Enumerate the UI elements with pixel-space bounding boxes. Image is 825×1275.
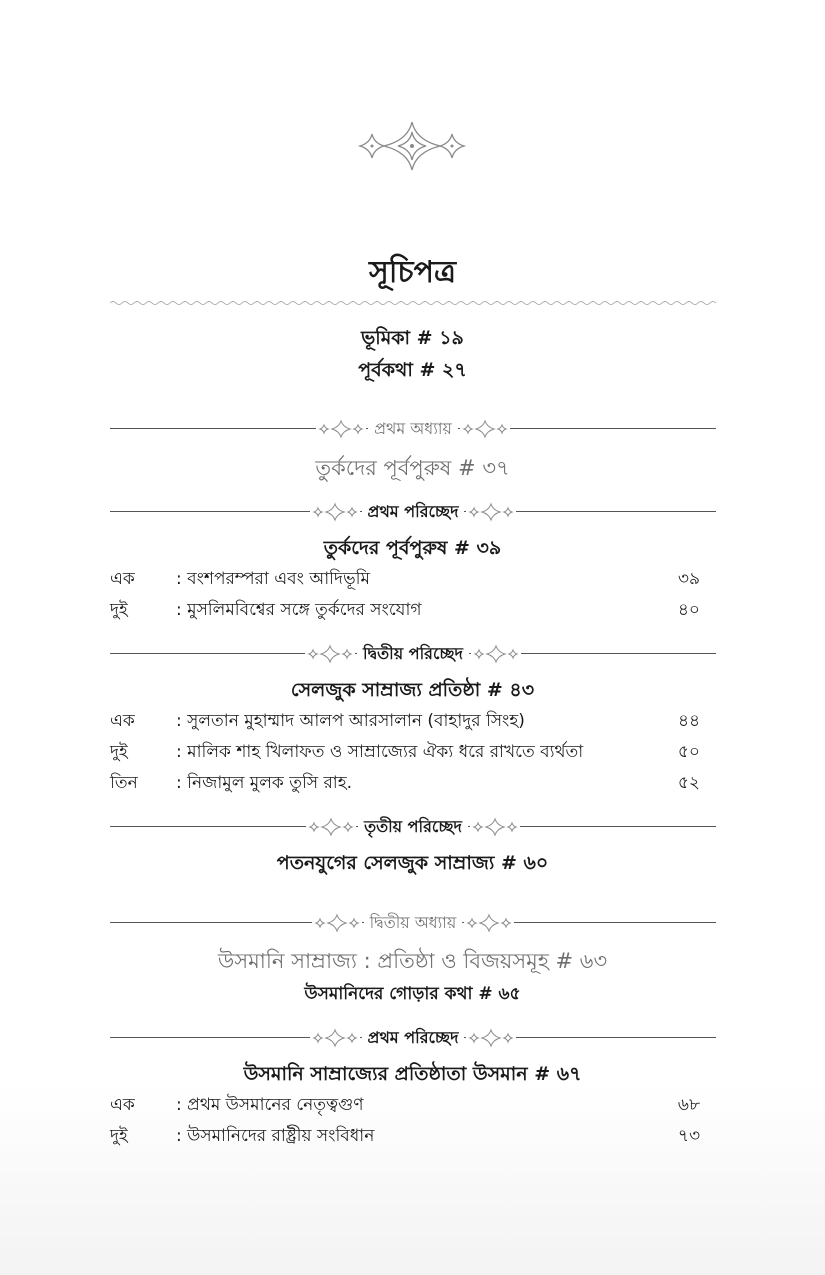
divider-ornament-left-icon xyxy=(310,502,360,522)
page-title: সূচিপত্র xyxy=(369,255,456,290)
entry-number: এক xyxy=(110,569,135,589)
entry-text: : উসমানিদের রাষ্ট্রীয় সংবিধান xyxy=(176,1126,375,1146)
part-divider xyxy=(110,417,716,441)
wavy-rule xyxy=(110,298,716,308)
toc-entry[interactable] xyxy=(110,708,700,732)
entry-number: দুই xyxy=(110,1126,128,1146)
divider-ornament-right-icon xyxy=(466,1028,516,1048)
entry-text: : সুলতান মুহাম্মাদ আলপ আরসালান (বাহাদুর সিংহ) xyxy=(176,711,525,731)
part-divider xyxy=(110,911,716,935)
section-divider xyxy=(110,500,716,524)
part-subtitle[interactable]: উসমানিদের গোড়ার কথা # ৬৫ xyxy=(304,984,521,1004)
divider-ornament-right-icon xyxy=(471,644,521,664)
entry-page: ৪০ xyxy=(677,600,700,620)
section-label: প্রথম পরিচ্ছেদ xyxy=(362,1028,465,1047)
entry-text: : বংশপরম্পরা এবং আদিভূমি xyxy=(176,569,370,589)
part-label: দ্বিতীয় অধ্যায় xyxy=(364,913,463,932)
entry-page: ৭৩ xyxy=(677,1126,700,1146)
section-divider xyxy=(110,642,716,666)
section-label: প্রথম পরিচ্ছেদ xyxy=(362,502,465,521)
divider-ornament-right-icon xyxy=(464,913,514,933)
section-divider xyxy=(110,815,716,839)
divider-ornament-right-icon xyxy=(470,817,520,837)
section-label: দ্বিতীয় পরিচ্ছেদ xyxy=(357,644,469,663)
divider-ornament-right-icon xyxy=(460,419,510,439)
section-label: তৃতীয় পরিচ্ছেদ xyxy=(358,817,468,836)
toc-entry[interactable] xyxy=(110,566,700,590)
divider-ornament-right-icon xyxy=(466,502,516,522)
section-title[interactable]: তুর্কদের পূর্বপুরুষ # ৩৯ xyxy=(323,537,502,559)
entry-number: দুই xyxy=(110,742,128,762)
entry-page: ৪৪ xyxy=(677,711,700,731)
entry-text: : মুসলিমবিশ্বের সঙ্গে তুর্কদের সংযোগ xyxy=(176,600,422,620)
entry-number: এক xyxy=(110,711,135,731)
entry-page: ৫২ xyxy=(677,773,700,793)
entry-number: দুই xyxy=(110,600,128,620)
entry-number: তিন xyxy=(110,773,138,793)
divider-ornament-left-icon xyxy=(306,817,356,837)
toc-entry[interactable] xyxy=(110,739,700,763)
divider-ornament-left-icon xyxy=(316,419,366,439)
toc-entry[interactable] xyxy=(110,770,700,794)
toc-entry[interactable] xyxy=(110,1123,700,1147)
divider-ornament-left-icon xyxy=(310,1028,360,1048)
part-title[interactable]: তুর্কদের পূর্বপুরুষ # ৩৭ xyxy=(315,456,510,480)
toc-front-preface[interactable]: ভূমিকা # ১৯ xyxy=(361,327,464,349)
top-ornament-icon xyxy=(0,118,825,178)
section-title[interactable]: পতনযুগের সেলজুক সাম্রাজ্য # ৬০ xyxy=(276,852,549,874)
divider-ornament-left-icon xyxy=(312,913,362,933)
toc-front-foreword[interactable]: পূর্বকথা # ২৭ xyxy=(358,359,467,381)
entry-text: : নিজামুল মুলক তুসি রাহ. xyxy=(176,773,353,793)
toc-entry[interactable] xyxy=(110,597,700,621)
part-label: প্রথম অধ্যায় xyxy=(368,419,458,438)
section-title[interactable]: উসমানি সাম্রাজ্যের প্রতিষ্ঠাতা উসমান # ৬৭ xyxy=(243,1063,582,1085)
section-divider xyxy=(110,1026,716,1050)
entry-page: ৬৮ xyxy=(677,1095,700,1115)
divider-ornament-left-icon xyxy=(305,644,355,664)
entry-page: ৩৯ xyxy=(677,569,700,589)
toc-entry[interactable] xyxy=(110,1092,700,1116)
entry-page: ৫০ xyxy=(677,742,700,762)
entry-text: : মালিক শাহ খিলাফত ও সাম্রাজ্যের ঐক্য ধরে রাখতে ব্যর্থতা xyxy=(176,742,584,762)
entry-text: : প্রথম উসমানের নেতৃত্বগুণ xyxy=(176,1095,364,1115)
part-title[interactable]: উসমানি সাম্রাজ্য : প্রতিষ্ঠা ও বিজয়সমূহ # ৬৩ xyxy=(217,949,608,973)
section-title[interactable]: সেলজুক সাম্রাজ্য প্রতিষ্ঠা # ৪৩ xyxy=(290,679,535,701)
entry-number: এক xyxy=(110,1095,135,1115)
